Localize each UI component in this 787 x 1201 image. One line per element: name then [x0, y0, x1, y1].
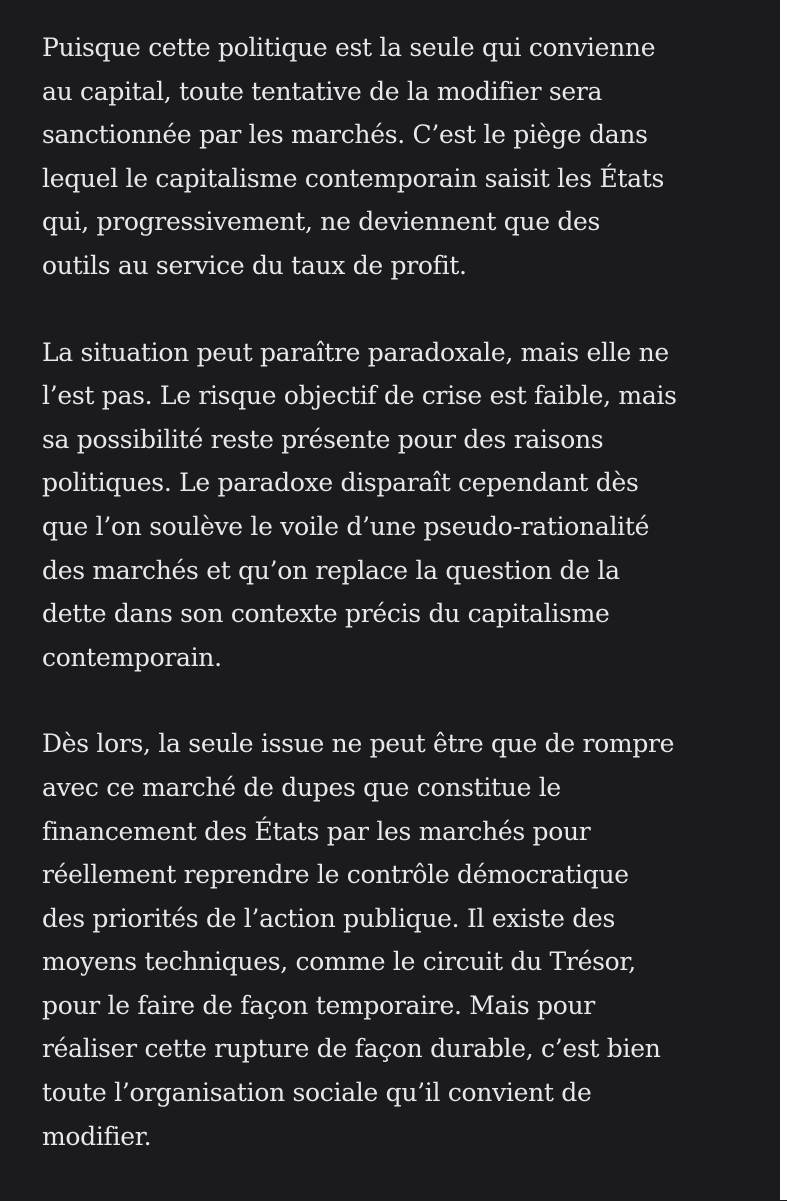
text-line: réaliser cette rupture de façon durable, c’est bien: [42, 1034, 661, 1064]
text-line: toute l’organisation sociale qu’il convient de: [42, 1078, 592, 1108]
text-line: qui, progressivement, ne deviennent que des: [42, 207, 601, 237]
text-line: sa possibilité reste présente pour des raisons: [42, 424, 604, 454]
text-line: sanctionnée par les marchés. C’est le piège dans: [42, 120, 648, 150]
text-line: des priorités de l’action publique. Il existe des: [42, 903, 616, 933]
text-line: contemporain.: [42, 642, 222, 672]
text-line: que l’on soulève le voile d’une pseudo-rationalité: [42, 511, 650, 541]
text-line: l’est pas. Le risque objectif de crise est faible, mais: [42, 381, 677, 411]
text-line: outils au service du taux de profit.: [42, 250, 467, 280]
text-line: dette dans son contexte précis du capitalisme: [42, 599, 610, 629]
text-line: financement des États par les marchés pour: [42, 816, 591, 846]
text-line: réellement reprendre le contrôle démocratique: [42, 860, 629, 890]
paragraph-1: [42, 26, 762, 288]
text-line: avec ce marché de dupes que constitue le: [42, 772, 561, 802]
text-line: Puisque cette politique est la seule qui convienne: [42, 33, 656, 62]
text-line: au capital, toute tentative de la modifier sera: [42, 76, 603, 106]
text-line: politiques. Le paradoxe disparaît cependant dès: [42, 468, 639, 498]
paragraph-3: [42, 722, 762, 1158]
text-line: des marchés et qu’on replace la question de la: [42, 555, 620, 585]
text-line: moyens techniques, comme le circuit du Trésor,: [42, 947, 636, 977]
text-line: lequel le capitalisme contemporain saisit les États: [42, 163, 665, 193]
article-body: [42, 26, 762, 1201]
text-line: modifier.: [42, 1121, 152, 1151]
page-edge: [780, 0, 787, 1200]
text-line: Dès lors, la seule issue ne peut être que de rompre: [42, 729, 675, 759]
text-line: pour le faire de façon temporaire. Mais pour: [42, 990, 595, 1020]
paragraph-2: [42, 331, 762, 680]
text-line: La situation peut paraître paradoxale, mais elle ne: [42, 337, 669, 367]
